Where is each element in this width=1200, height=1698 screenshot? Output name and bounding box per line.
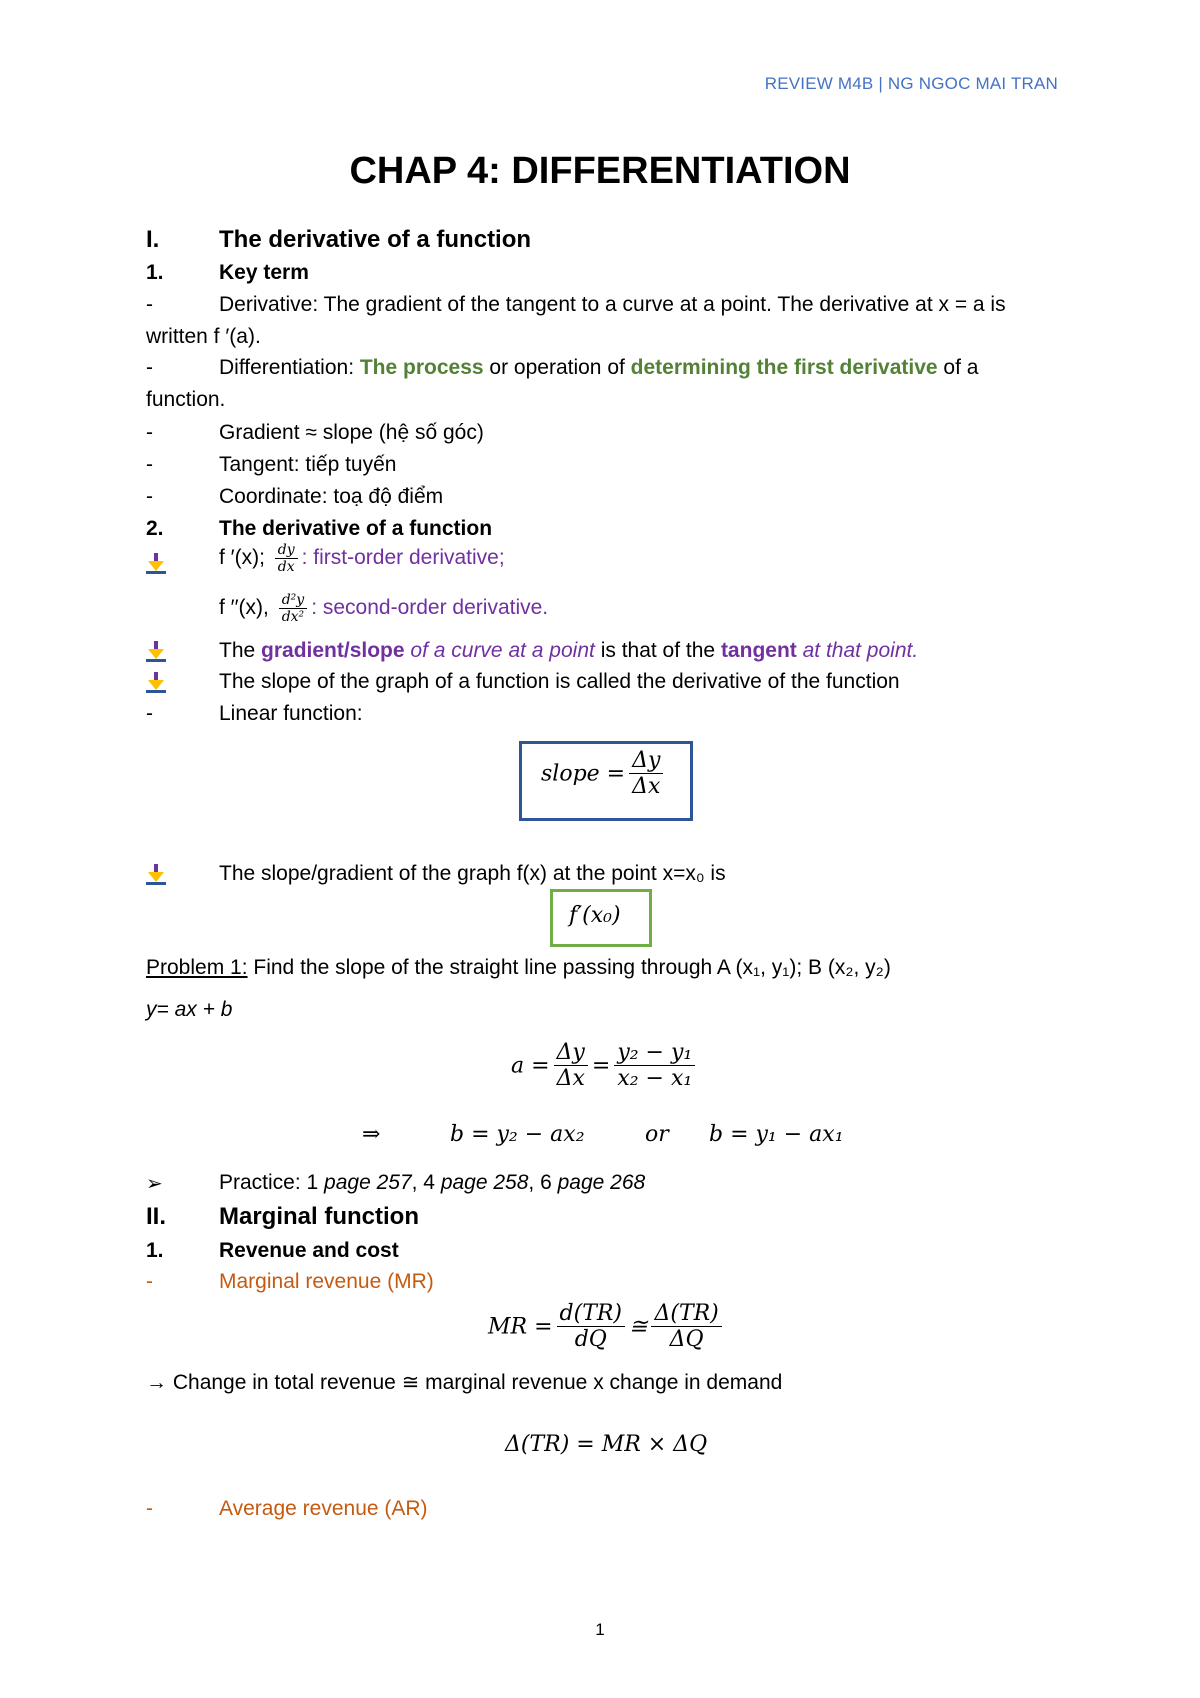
slope-of-graph: The slope of the graph of a function is called the derivative of the function	[219, 670, 900, 693]
differentiation-definition-cont: function.	[146, 388, 226, 411]
derivative-definition: Derivative: The gradient of the tangent to a curve at a point. The derivative at x = a is	[219, 293, 1006, 316]
mr-formula: MR = $\frac{d(TR)}{dQ}$ ≅ $\frac{\Delta(TR)}{\Delta Q}$	[488, 1301, 726, 1353]
subsection-1-2-number: 2.	[146, 517, 164, 540]
subsection-2-1-title: Revenue and cost	[219, 1239, 399, 1262]
derivative-at-x0: f′(x₀)	[569, 903, 621, 928]
chevron-right-icon: ➢	[146, 1173, 163, 1195]
section-2-title: Marginal function	[219, 1203, 419, 1230]
problem-1: Problem 1: Find the slope of the straight line passing through A (x₁, y₁); B (x₂, y₂)	[146, 956, 891, 979]
tangent-term: Tangent: tiếp tuyến	[219, 453, 397, 476]
dash-bullet: -	[146, 485, 153, 508]
slope-at-point: The slope/gradient of the graph f(x) at the point x=x₀ is	[219, 862, 726, 885]
arrow-bullet-icon	[146, 864, 166, 891]
or-word: or	[645, 1122, 669, 1147]
dash-bullet: -	[146, 293, 153, 316]
subsection-1-2-title: The derivative of a function	[219, 517, 493, 540]
first-order-derivative: f ′(x); $\frac{dy}{dx}$ : first-order derivative;	[219, 542, 505, 576]
derivative-definition-cont: written f ′(a).	[146, 325, 261, 348]
page-header: REVIEW M4B | NG NGOC MAI TRAN	[764, 74, 1058, 93]
page-number: 1	[595, 1620, 605, 1639]
arrow-bullet-icon	[146, 553, 166, 580]
delta-tr-formula: Δ(TR) = MR × ΔQ	[505, 1432, 708, 1457]
linear-function-label: Linear function:	[219, 702, 363, 725]
subsection-1-1-title: Key term	[219, 261, 309, 284]
b-formula-2: b = y₁ − ax₁	[709, 1122, 844, 1147]
gradient-at-point: The gradient/slope of a curve at a point is that of the tangent at that point.	[219, 639, 919, 662]
dash-bullet: -	[146, 421, 153, 444]
dash-bullet: -	[146, 356, 153, 379]
dash-bullet: -	[146, 453, 153, 476]
marginal-revenue-label: Marginal revenue (MR)	[219, 1270, 434, 1293]
differentiation-definition: Differentiation: The process or operation of determining the first derivative of a	[219, 356, 979, 379]
section-2-number: II.	[146, 1203, 167, 1230]
arrow-bullet-icon	[146, 672, 166, 699]
dash-bullet: -	[146, 702, 153, 725]
section-1-title: The derivative of a function	[219, 226, 532, 253]
change-total-revenue: → Change in total revenue ≅ marginal revenue x change in demand	[146, 1371, 783, 1394]
arrow-bullet-icon	[146, 641, 166, 668]
practice-line: Practice: 1 page 257, 4 page 258, 6 page 268	[219, 1171, 646, 1194]
section-1-number: I.	[146, 226, 160, 253]
coordinate-term: Coordinate: toạ độ điểm	[219, 485, 444, 508]
average-revenue-label: Average revenue (AR)	[219, 1497, 428, 1520]
subsection-2-1-number: 1.	[146, 1239, 164, 1262]
implies-arrow: ⇒	[362, 1122, 381, 1147]
dash-bullet: -	[146, 1270, 153, 1293]
b-formula-1: b = y₂ − ax₂	[450, 1122, 585, 1147]
second-order-derivative: f ′′(x), $\frac{\text{d²y}}{\text{dx²}}$ : second-order derivative.	[219, 592, 549, 626]
dash-bullet: -	[146, 1497, 153, 1520]
subsection-1-1-number: 1.	[146, 261, 164, 284]
page-title: CHAP 4: DIFFERENTIATION	[349, 150, 851, 192]
line-equation: y= ax + b	[146, 998, 233, 1021]
gradient-term: Gradient ≈ slope (hệ số góc)	[219, 421, 484, 444]
a-formula: a = $\frac{\Delta y}{\Delta x}$ = $\frac{\text{y₂ − y₁}}{\text{x₂ − x₁}}$	[511, 1040, 699, 1092]
arrow-right-icon: →	[146, 1371, 167, 1394]
slope-formula: slope = $\frac{\Delta y}{\Delta x}$	[541, 748, 667, 800]
